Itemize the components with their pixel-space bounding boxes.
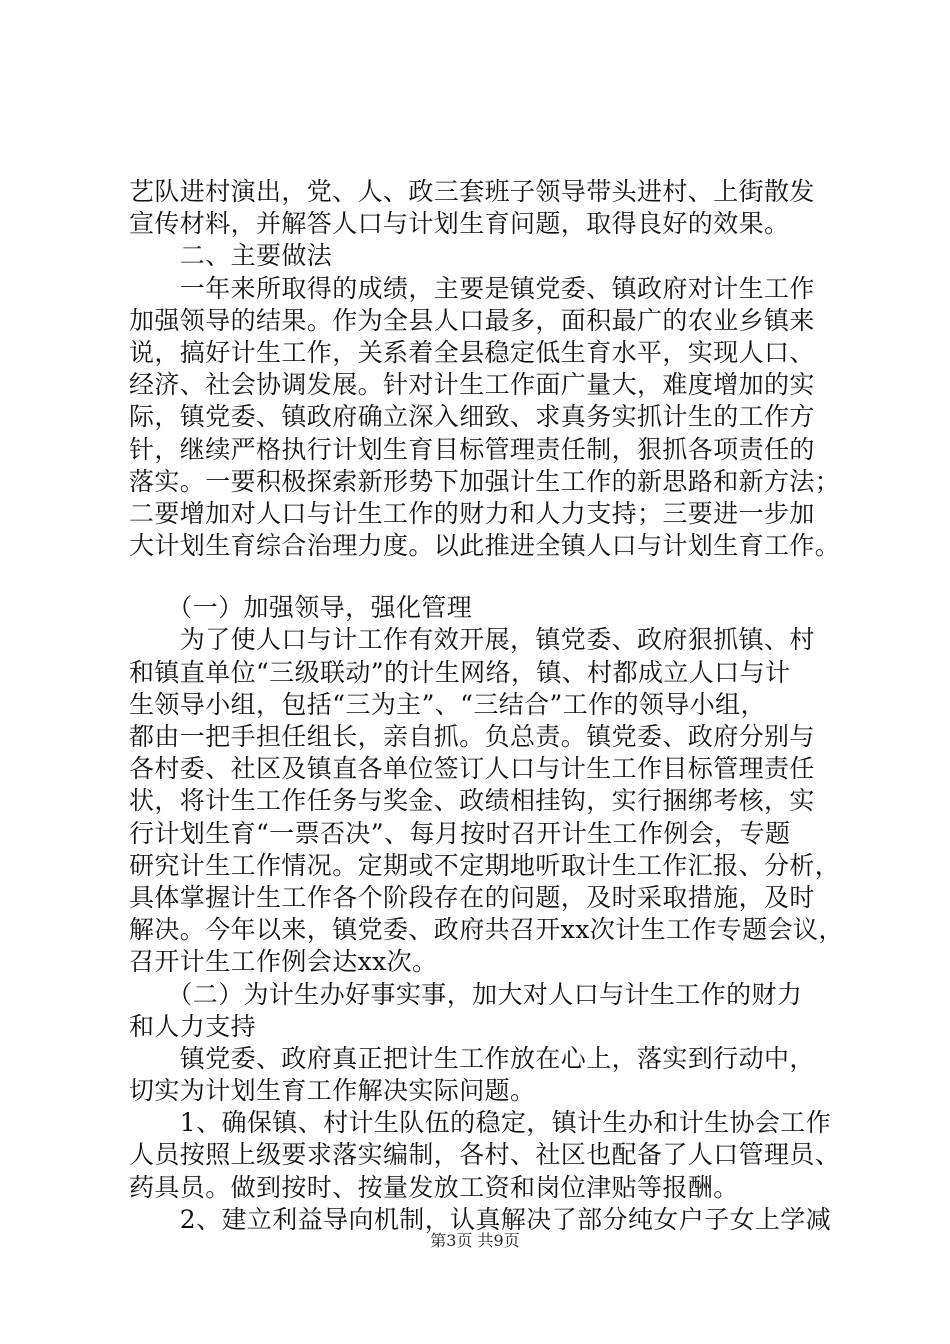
- text-line: 二要增加对人口与计生工作的财力和人力支持；三要进一步加: [129, 498, 815, 528]
- text-line: 大计划生育综合治理力度。以此推进全镇人口与计划生育工作。: [129, 531, 841, 561]
- text-line: 为了使人口与计工作有效开展，镇党委、政府狠抓镇、村: [129, 625, 815, 655]
- document-body: [129, 176, 849, 1236]
- section-heading: 二、主要做法: [129, 241, 333, 271]
- text-line: 经济、社会协调发展。针对计生工作面广量大，难度增加的实: [129, 370, 815, 400]
- text-line: 际，镇党委、镇政府确立深入细致、求真务实抓计生的工作方: [129, 402, 815, 432]
- text-line: 和人力支持: [129, 1011, 257, 1041]
- text-line: 研究计生工作情况。定期或不定期地听取计生工作汇报、分析，: [129, 850, 841, 880]
- text-line: 都由一把手担任组长，亲自抓。负总责。镇党委、政府分别与: [129, 722, 815, 751]
- paragraph-block-2: [129, 592, 849, 1236]
- text-line: 各村委、社区及镇直各单位签订人口与计生工作目标管理责任: [129, 754, 815, 784]
- paragraph-gap: [129, 562, 849, 592]
- text-line: 2、建立利益导向机制，认真解决了部分纯女户子女上学减: [129, 1204, 832, 1234]
- page-number-footer: 第3页 共9页: [430, 1231, 520, 1250]
- text-line: 药具员。做到按时、按量发放工资和岗位津贴等报酬。: [129, 1172, 739, 1202]
- text-line: 人员按照上级要求落实编制，各村、社区也配备了人口管理员、: [129, 1140, 841, 1170]
- text-line: 落实。一要积极探索新形势下加强计生工作的新思路和新方法；: [129, 466, 841, 496]
- subsection-heading: （一）加强领导，强化管理: [129, 593, 473, 623]
- text-line: 切实为计划生育工作解决实际问题。: [129, 1076, 536, 1106]
- text-line: 解决。今年以来，镇党委、政府共召开xx次计生工作专题会议，: [129, 915, 844, 945]
- text-line: 说，搞好计生工作，关系着全县稳定低生育水平，实现人口、: [129, 337, 815, 367]
- text-line: 镇党委、政府真正把计生工作放在心上，落实到行动中，: [129, 1043, 815, 1073]
- text-line: 召开计生工作例会达xx次。: [129, 947, 438, 977]
- subsection-heading: （二）为计生办好事实事，加大对人口与计生工作的财力: [129, 979, 803, 1009]
- text-line: 艺队进村演出，党、人、政三套班子领导带头进村、上街散发: [129, 177, 815, 206]
- text-line: 加强领导的结果。作为全县人口最多，面积最广的农业乡镇来: [129, 305, 815, 335]
- text-line: 针，继续严格执行计划生育目标管理责任制，狠抓各项责任的: [129, 434, 815, 464]
- text-line: 状，将计生工作任务与奖金、政绩相挂钩，实行捆绑考核，实: [129, 786, 815, 816]
- text-line: 生领导小组，包括“三为主”、“三结合”工作的领导小组，: [129, 689, 766, 719]
- text-line: 1、确保镇、村计生队伍的稳定，镇计生办和计生协会工作: [129, 1108, 832, 1138]
- paragraph-block-1: [129, 176, 849, 562]
- text-line: 具体掌握计生工作各个阶段存在的问题，及时采取措施，及时: [129, 882, 815, 912]
- text-line: 行计划生育“一票否决”、每月按时召开计生工作例会，专题: [129, 818, 791, 848]
- text-line: 和镇直单位“三级联动”的计生网络，镇、村都成立人口与计: [129, 657, 791, 687]
- text-line: 宣传材料，并解答人口与计划生育问题，取得良好的效果。: [129, 209, 790, 239]
- text-line: 一年来所取得的成绩，主要是镇党委、镇政府对计生工作: [129, 273, 815, 303]
